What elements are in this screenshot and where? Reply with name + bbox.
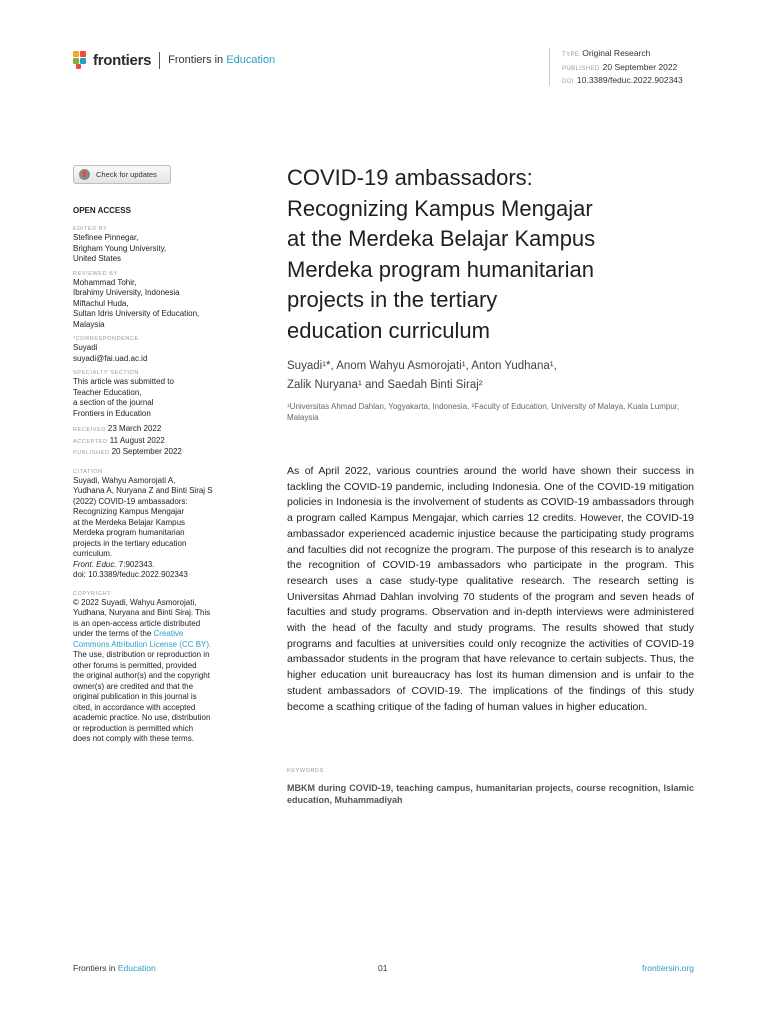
article-meta [549, 48, 683, 86]
journal-name: Frontiers in Education [168, 54, 276, 66]
keywords: MBKM during COVID-19, teaching campus, humanitarian projects, course recognition, Islamic education, Muhammadiyah [287, 783, 694, 805]
correspondence: Suyadi suyadi@fai.uad.ac.id [73, 343, 243, 364]
copyright-label: COPYRIGHT [73, 590, 112, 597]
correspondence-email[interactable]: suyadi@fai.uad.ac.id [73, 353, 148, 363]
date-received: RECEIVED 23 March 2022 [73, 424, 162, 433]
meta-doi[interactable]: DOI 10.3389/feduc.2022.902343 [562, 75, 683, 85]
citation: Suyadi, Wahyu Asmorojati A, Yudhana A, Nuryana Z and Binti Siraj S (2022) COVID-19 ambassadors: Recognizing Kampus Mengajar at the Merdeka Belajar Kampus Merdeka program humanitarian projects in the tertiary education curriculum. Front. Educ. 7:902343. doi: 10.3389/feduc.2022.902343 [73, 476, 243, 581]
article-title: COVID-19 ambassadors: Recognizing Kampus Mengajar at the Merdeka Belajar Kampus Merdeka program humanitarian projects in the tertiary education curriculum [287, 165, 596, 343]
license-link[interactable]: Creative [153, 629, 184, 638]
reviewed-by-label: REVIEWED BY [73, 270, 118, 277]
abstract: As of April 2022, various countries around the world have shown their success in tackling the COVID-19 pandemic, including Indonesia. One of the COVID-19 mitigation policies in Indonesia is the involvement of students as COVID-19 ambassadors through a program called Kampus Mengajar, which carries 12 credits. However, the COVID-19 ambassador experienced academic injustice because the participating study programs and faculties did not recognize the program. The purpose of this research is to analyze the recognition of COVID-19 ambassadors who participate in the program. This research uses a case study-type qualitative research. The research setting is Universitas Ahmad Dahlan involving 70 students of the program and seven heads of faculties and study programs. Observation and in-depth interviews were administered with the head of the faculty and study programs. The results showed that study programs and faculties at universities could only recognize the activities of COVID-19 ambassador students in the program that have relevance to certain subjects. Thus, the higher education unit bureaucracy has lost its human dimension and is unfair to the student ambassadors of COVID-19. The implications of the findings of this study become a scathing critique of the fading of human values in higher education. [287, 465, 694, 713]
frontiers-logo[interactable] [73, 51, 275, 69]
footer-journal: Frontiers in Education [73, 963, 156, 973]
check-for-updates-button[interactable] [73, 165, 171, 184]
check-for-updates-label: Check for updates [96, 170, 157, 179]
reviewed-by: Mohammad Tohir, Ibrahimy University, Indonesia Miftachul Huda, Sultan Idris University of Education, Malaysia [73, 277, 200, 329]
correspondence-label: *CORRESPONDENCE [73, 336, 139, 342]
citation-label: CITATION [73, 468, 103, 475]
specialty-section: This article was submitted to Teacher Education, a section of the journal Frontiers in Education [73, 377, 174, 418]
citation-doi[interactable]: doi: 10.3389/feduc.2022.902343 [73, 570, 188, 579]
meta-type: TYPE Original Research [562, 48, 651, 58]
edited-by-label: EDITED BY [73, 226, 108, 232]
article-authors[interactable]: Suyadi¹*, Anom Wahyu Asmorojati¹, Anton Yudhana¹, Zalik Nuryana¹ and Saedah Binti Siraj² [287, 360, 557, 391]
date-accepted: ACCEPTED 11 August 2022 [73, 435, 165, 445]
article-dates [73, 424, 243, 459]
brand-name: frontiers [93, 51, 152, 69]
copyright: © 2022 Suyadi, Wahyu Asmorojati, Yudhana, Nuryana and Binti Siraj. This is an open-access article distributed under the terms of the Creative Commons Attribution License (CC BY). The use, distribution or reproduction in other forums is permitted, provided the original author(s) and the copyright owner(s) are credited and that the original publication in this journal is cited, in accordance with accepted academic practice. No use, distribution or reproduction is permitted which does not comply with these terms. [73, 597, 212, 743]
affiliations: ¹Universitas Ahmad Dahlan, Yogyakarta, Indonesia, ²Faculty of Education, University of Malaya, Kuala Lumpur, Malaysia [287, 402, 680, 422]
update-icon [79, 169, 90, 180]
footer-site-link[interactable]: frontiersin.org [642, 963, 694, 973]
license-link-cont[interactable]: Commons Attribution License (CC BY). [73, 639, 212, 649]
open-access-label: OPEN ACCESS [73, 206, 131, 215]
date-published: PUBLISHED 20 September 2022 [73, 447, 182, 456]
meta-published: PUBLISHED 20 September 2022 [562, 61, 678, 72]
sidebar [73, 206, 243, 745]
edited-by: Stefinee Pinnegar, Brigham Young University, United States [73, 233, 167, 263]
page-number: 01 [378, 963, 388, 973]
logo-divider [159, 52, 160, 69]
specialty-section-label: SPECIALTY SECTION [73, 370, 139, 376]
keywords-label: KEYWORDS [287, 768, 324, 774]
frontiers-logo-icon [73, 51, 89, 69]
